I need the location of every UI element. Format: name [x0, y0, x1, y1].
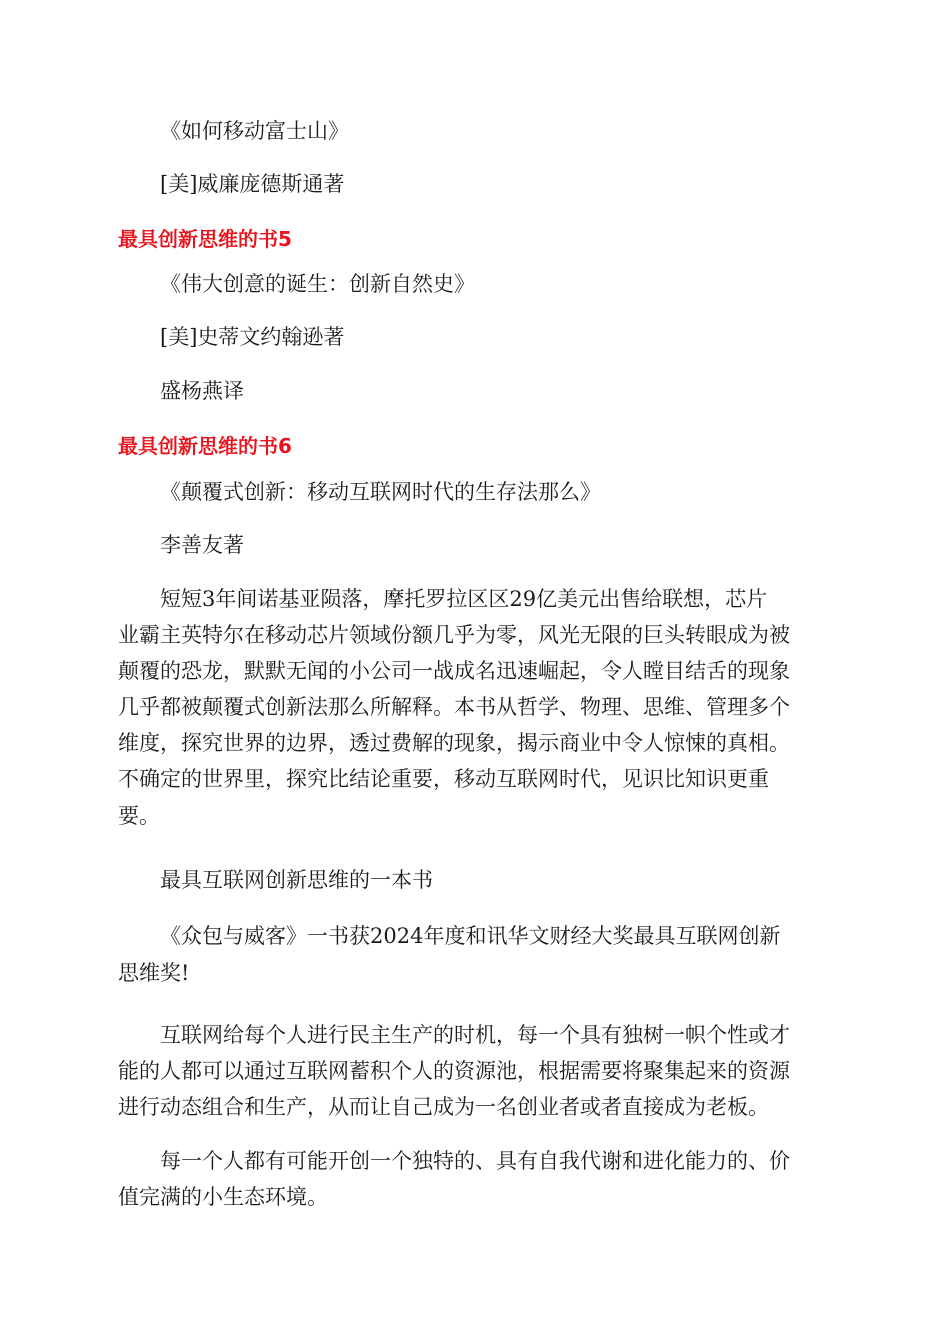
book6-heading: 最具创新思维的书6	[118, 434, 292, 458]
book5-title: 《伟大创意的诞生：创新自然史》	[160, 272, 475, 296]
book5-heading: 最具创新思维的书5	[118, 227, 292, 251]
book4-author: [美]威廉庞德斯通著	[160, 172, 345, 196]
description-line: 业霸主英特尔在移动芯片领域份额几乎为零，风光无限的巨头转眼成为被	[118, 623, 790, 647]
book5-translator: 盛杨燕译	[160, 379, 244, 403]
paragraph-line: 互联网给每个人进行民主生产的时机，每一个具有独树一帜个性或才	[160, 1023, 790, 1047]
book4-title: 《如何移动富士山》	[160, 119, 349, 143]
paragraph-line: 进行动态组合和生产，从而让自己成为一名创业者或者直接成为老板。	[118, 1095, 769, 1119]
description-line: 要。	[118, 804, 160, 828]
paragraph-line: 值完满的小生态环境。	[118, 1185, 328, 1209]
description-line: 维度，探究世界的边界，透过费解的现象，揭示商业中令人惊悚的真相。	[118, 731, 790, 755]
description-line: 几乎都被颠覆式创新法那么所解释。本书从哲学、物理、思维、管理多个	[118, 695, 790, 719]
internet-book-label: 最具互联网创新思维的一本书	[160, 868, 433, 892]
book6-author: 李善友著	[160, 533, 244, 557]
book6-title: 《颠覆式创新：移动互联网时代的生存法那么》	[160, 480, 601, 504]
description-line: 不确定的世界里，探究比结论重要，移动互联网时代，见识比知识更重	[118, 767, 769, 791]
paragraph-line: 每一个人都有可能开创一个独特的、具有自我代谢和进化能力的、价	[160, 1149, 790, 1173]
description-line: 颠覆的恐龙，默默无闻的小公司一战成名迅速崛起，令人瞠目结舌的现象	[118, 659, 790, 683]
description-line: 短短3年间诺基亚陨落，摩托罗拉区区29亿美元出售给联想，芯片	[160, 587, 768, 611]
award-line: 思维奖!	[118, 961, 190, 985]
award-line: 《众包与威客》一书获2024年度和讯华文财经大奖最具互联网创新	[160, 924, 781, 948]
book5-author: [美]史蒂文约翰逊著	[160, 325, 345, 349]
paragraph-line: 能的人都可以通过互联网蓄积个人的资源池，根据需要将聚集起来的资源	[118, 1059, 790, 1083]
